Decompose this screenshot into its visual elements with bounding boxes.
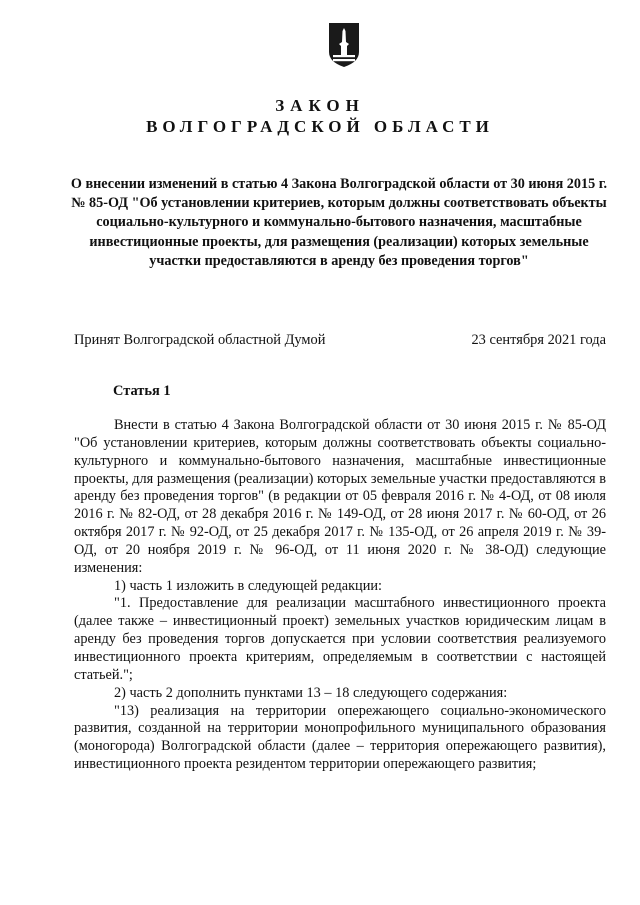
law-region: ВОЛГОГРАДСКОЙ ОБЛАСТИ (146, 117, 494, 136)
coat-of-arms-icon (328, 22, 360, 68)
adoption-date: 23 сентября 2021 года (471, 332, 606, 348)
article-paragraph: "13) реализация на территории опережающего социально-экономического развития, созданной на территории монопрофильного муниципального образования (моногорода) Волгоградской области (далее – территория опережающего развития), инвестиционного проекта резидентом территории опережающего развития; (74, 702, 606, 773)
law-title: ЗАКОН (275, 96, 365, 115)
article-paragraph: Внести в статью 4 Закона Волгоградской области от 30 июня 2015 г. № 85-ОД "Об установлении критериев, которым должны соответствовать объекты социально-культурного и коммунально-бытового назначения, масштабные инвестиционные проекты, для размещения (реализации) которых земельные участки предоставляются в аренду без проведения торгов" (в редакции от 05 февраля 2016 г. № 4-ОД, от 08 июля 2016 г. № 82-ОД, от 28 декабря 2016 г. № 149-ОД, от 28 июня 2017 г. № 60-ОД, от 26 октября 2017 г. № 92-ОД, от 25 декабря 2017 г. № 135-ОД, от 26 апреля 2019 г. № 39-ОД, от 20 ноября 2019 г. № 96-ОД, от 11 июня 2020 г. № 38-ОД) следующие изменения: (74, 417, 606, 576)
article-body (74, 417, 606, 774)
article-heading: Статья 1 (113, 383, 171, 399)
adoption-line (74, 332, 606, 349)
article-paragraph: "1. Предоставление для реализации масштабного инвестиционного проекта (далее также – инвестиционный проект) земельных участков юридическим лицам в аренду без проведения торгов допускается при условии соответствия реализуемого инвестиционного проекта критериям, определяемым в соответствии с настоящей статьей."; (74, 595, 606, 683)
adoption-body: Принят Волгоградской областной Думой (74, 332, 326, 348)
article-paragraph: 1) часть 1 изложить в следующей редакции: (114, 577, 382, 594)
law-subject: О внесении изменений в статью 4 Закона Волгоградской области от 30 июня 2015 г. № 85-ОД "Об установлении критериев, которым должны соответствовать объекты социально-культурного и коммунально-бытового назначения, масштабные инвестиционные проекты, для размещения (реализации) которых земельные участки предоставляются в аренду без проведения торгов" (70, 176, 608, 269)
article-paragraph: 2) часть 2 дополнить пунктами 13 – 18 следующего содержания: (114, 684, 508, 701)
